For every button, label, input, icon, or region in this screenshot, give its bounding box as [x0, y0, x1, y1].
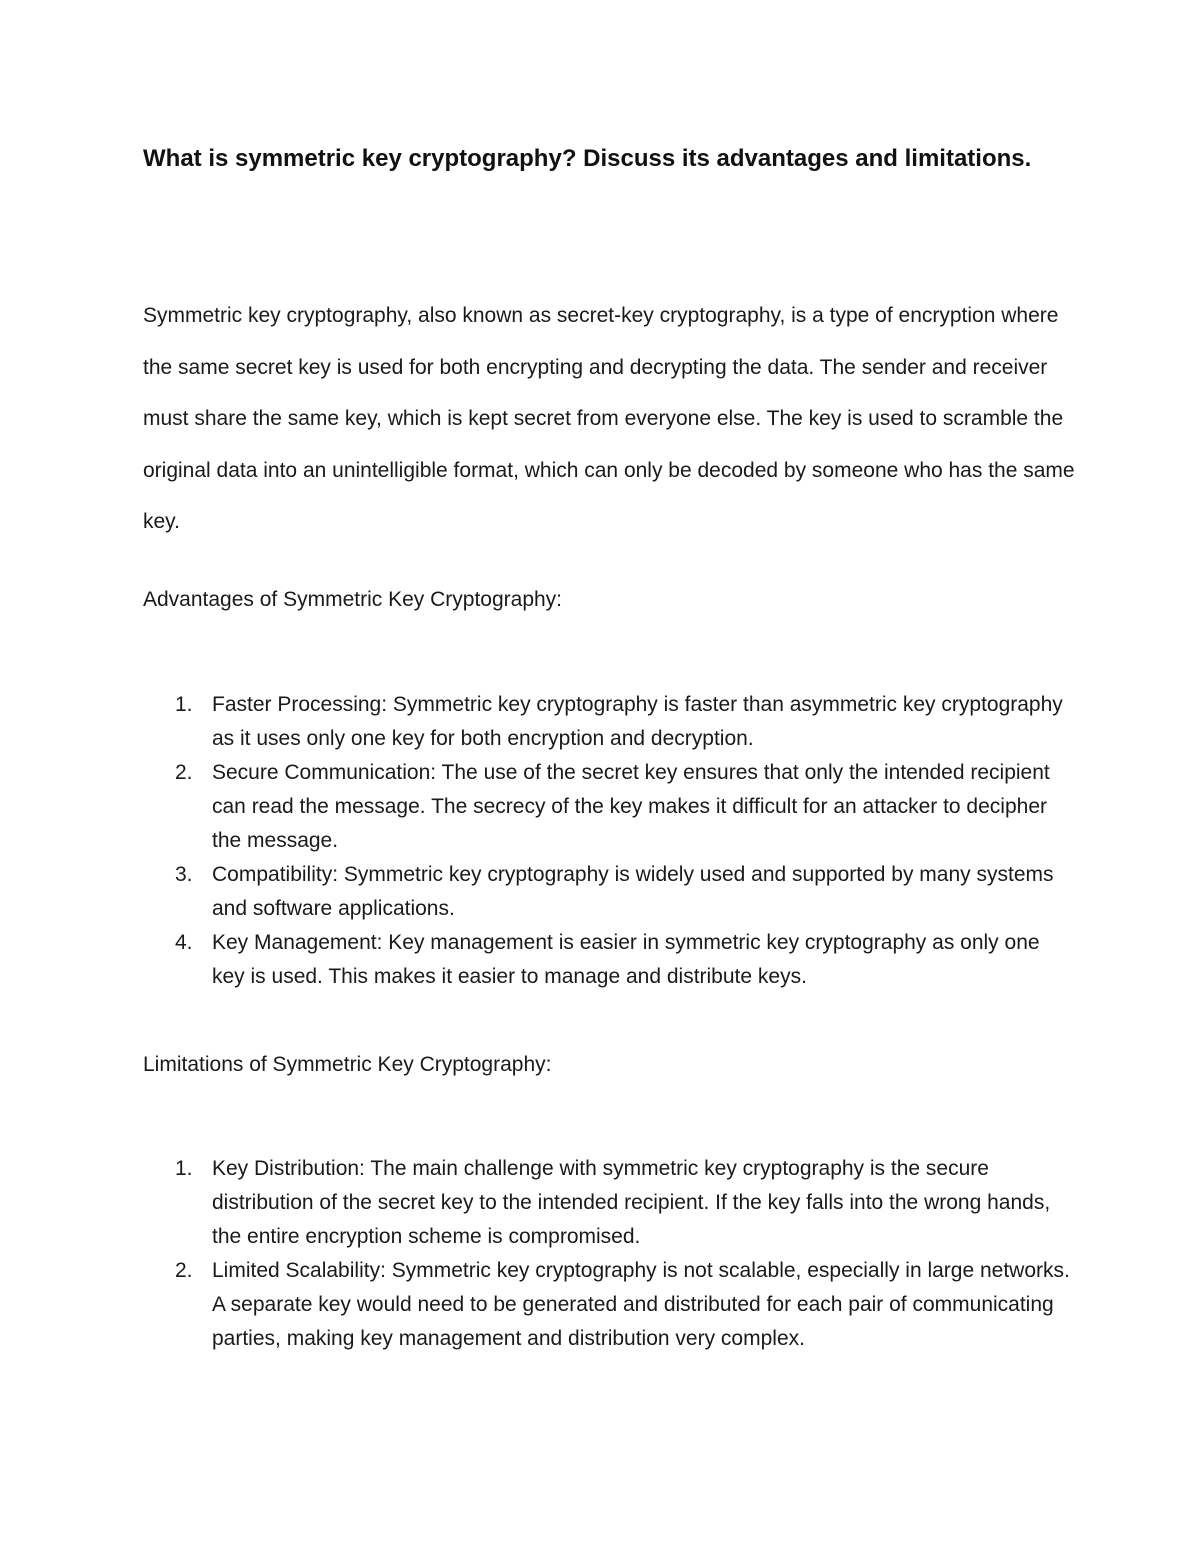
list-item-text: Key Distribution: The main challenge with symmetric key cryptography is the secure distribution of the secret key to the intended recipient. If the key falls into the wrong hands, the entire encryption scheme is compromised.	[212, 1157, 1051, 1248]
list-item	[143, 926, 1078, 994]
list-item	[143, 1152, 1078, 1254]
list-item-text: Compatibility: Symmetric key cryptography is widely used and supported by many systems and software applications.	[212, 863, 1054, 920]
page-title: What is symmetric key cryptography? Discuss its advantages and limitations.	[143, 145, 1032, 172]
list-item-text: Key Management: Key management is easier in symmetric key cryptography as only one key is used. This makes it easier to manage and distribute keys.	[212, 931, 1040, 988]
limitations-heading: Limitations of Symmetric Key Cryptography:	[143, 1053, 552, 1076]
list-item-number: 4.	[175, 931, 193, 954]
list-item	[143, 858, 1078, 926]
list-item-number: 1.	[175, 1157, 193, 1180]
advantages-list	[143, 688, 1078, 994]
list-item	[143, 1254, 1078, 1356]
limitations-list	[143, 1152, 1078, 1356]
list-item-number: 3.	[175, 863, 193, 886]
list-item-text: Limited Scalability: Symmetric key cryptography is not scalable, especially in large networks. A separate key would need to be generated and distributed for each pair of communicating parties, making key management and distribution very complex.	[212, 1259, 1070, 1350]
list-item	[143, 688, 1078, 756]
list-item-number: 1.	[175, 693, 193, 716]
list-item-text: Secure Communication: The use of the secret key ensures that only the intended recipient can read the message. The secrecy of the key makes it difficult for an attacker to decipher the message.	[212, 761, 1050, 852]
list-item-number: 2.	[175, 1259, 193, 1282]
list-item	[143, 756, 1078, 858]
intro-paragraph: Symmetric key cryptography, also known as secret-key cryptography, is a type of encryption where the same secret key is used for both encrypting and decrypting the data. The sender and receiver must share the same key, which is kept secret from everyone else. The key is used to scramble the original data into an unintelligible format, which can only be decoded by someone who has the same key.	[143, 304, 1075, 533]
list-item-text: Faster Processing: Symmetric key cryptography is faster than asymmetric key cryptography as it uses only one key for both encryption and decryption.	[212, 693, 1063, 750]
list-item-number: 2.	[175, 761, 193, 784]
advantages-heading: Advantages of Symmetric Key Cryptography:	[143, 588, 563, 611]
